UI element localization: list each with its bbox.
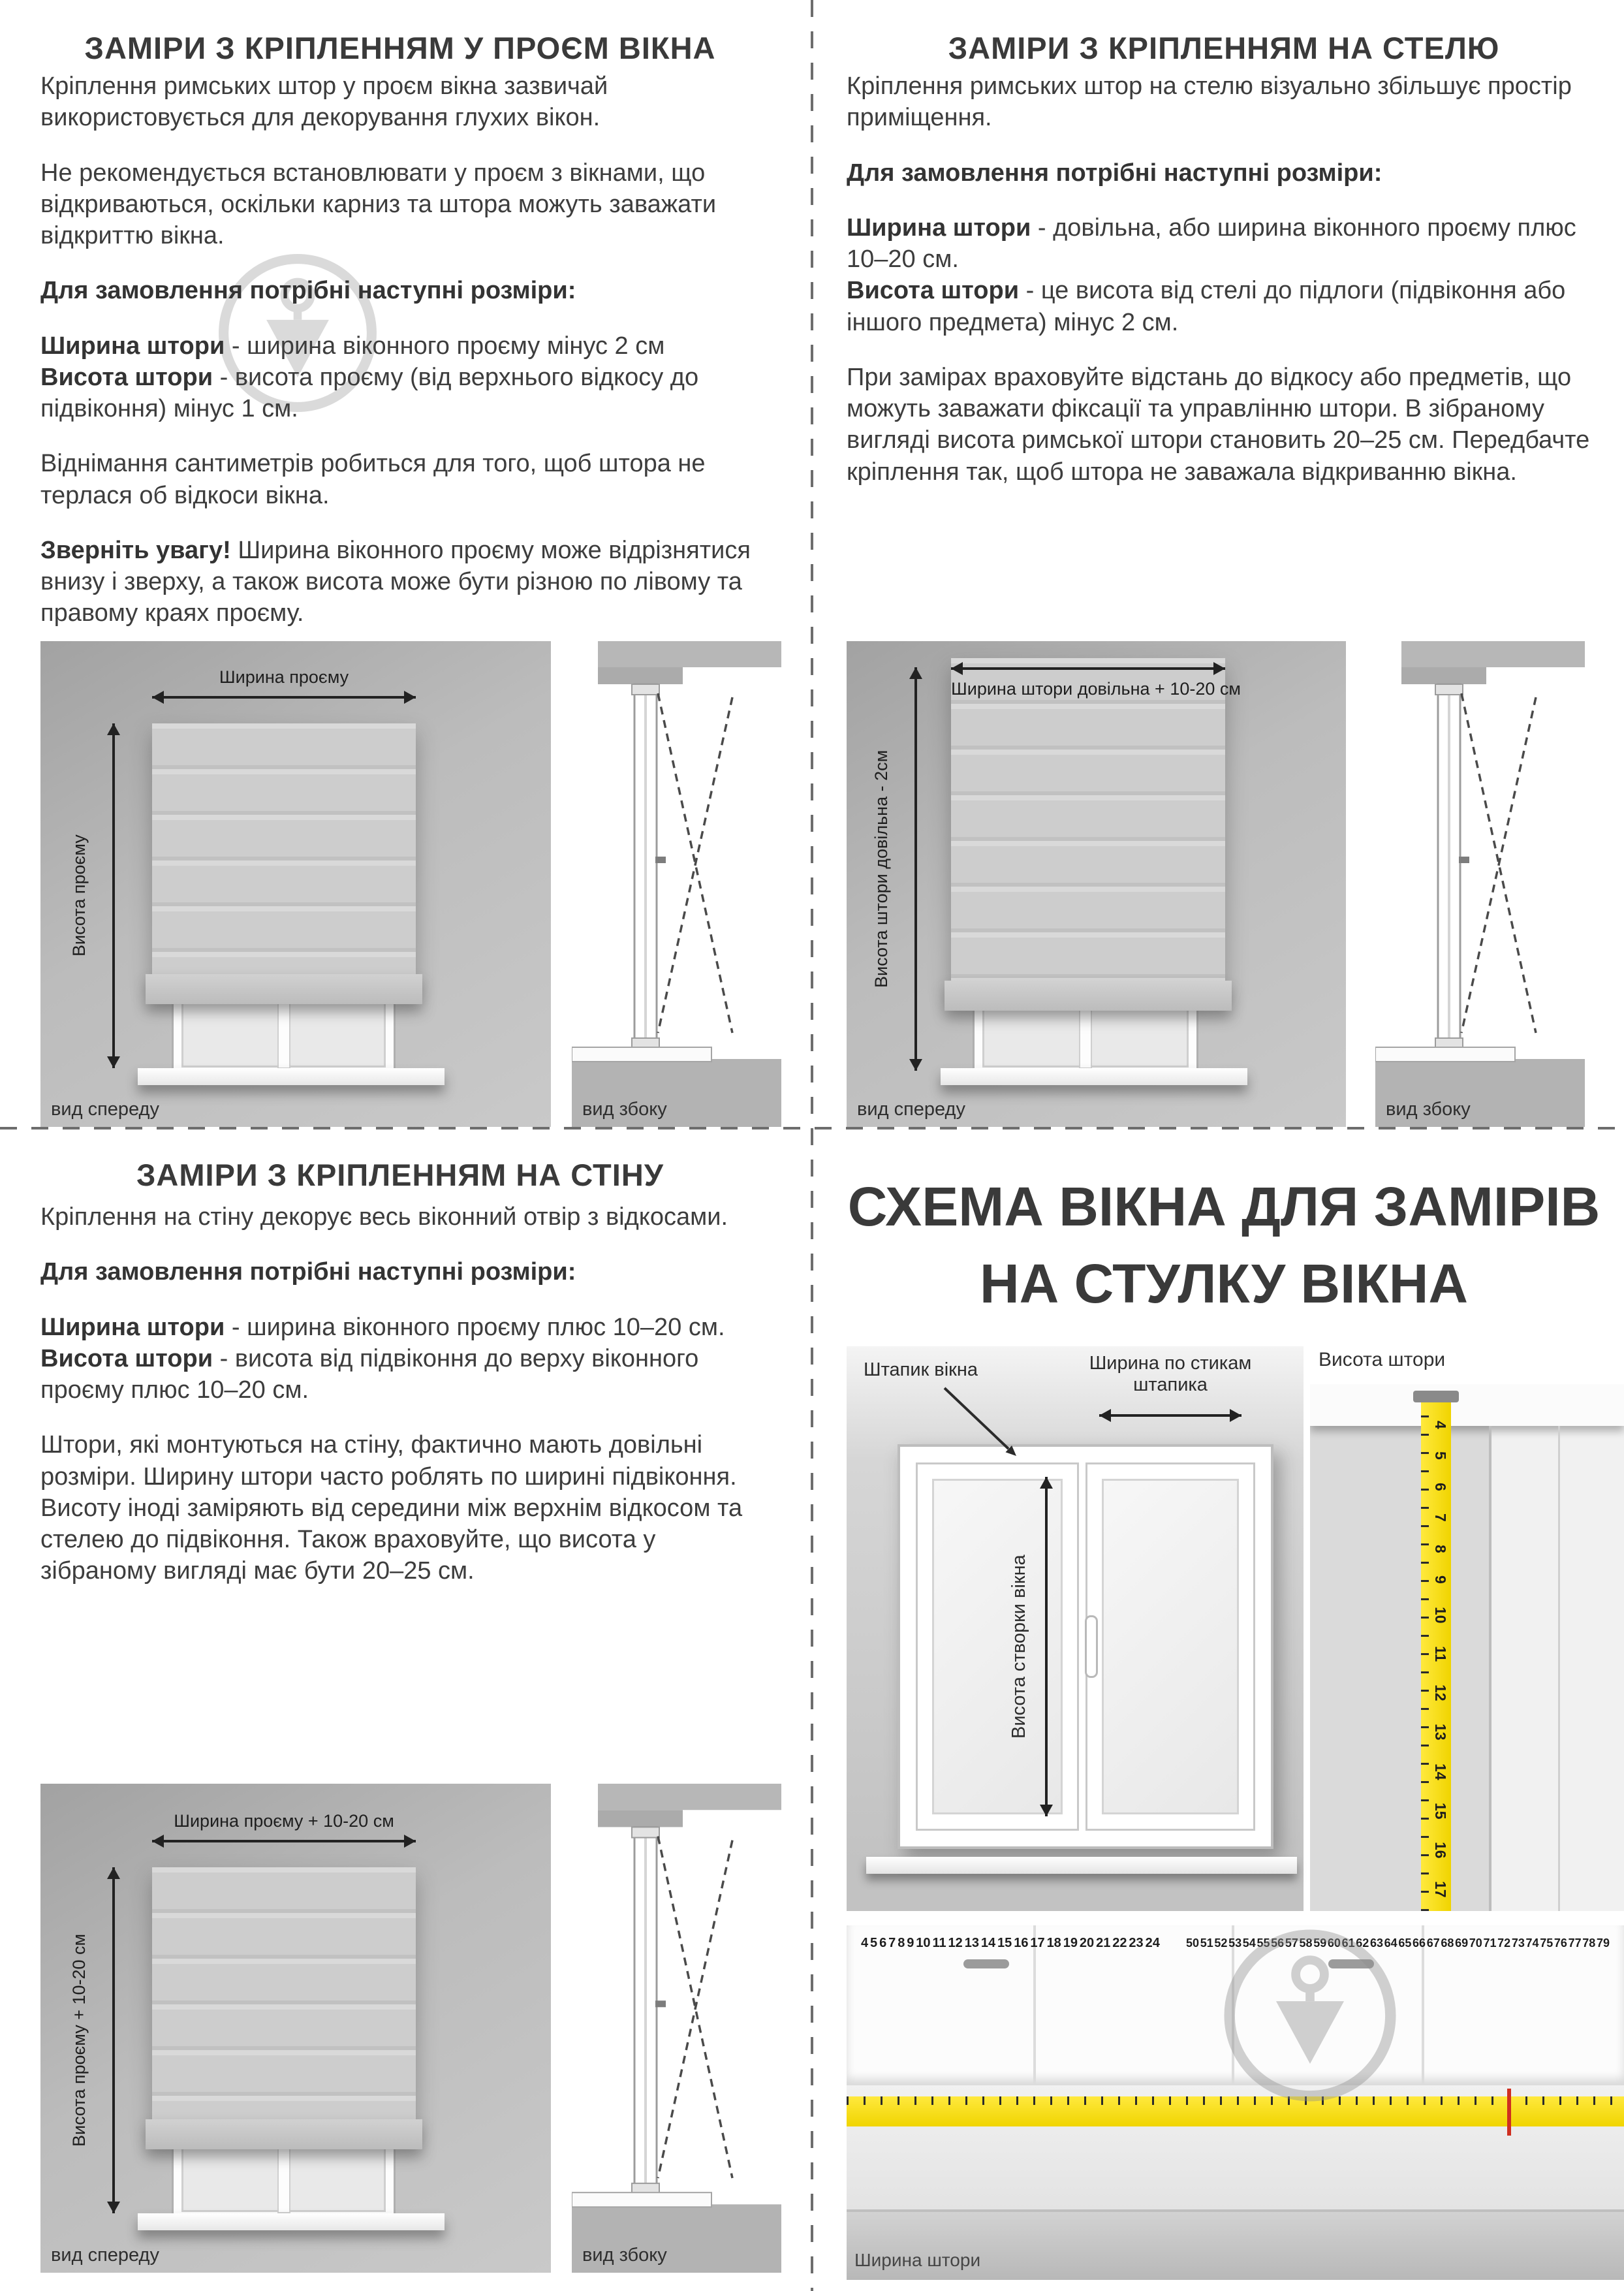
section-text-wall-mount <box>40 1201 762 1611</box>
paragraph: При замірах враховуйте відстань до відкосу або предметів, що можуть заважати фіксації та управлінню штори. В зібраному вигляді висота римської штори становить 20–25 см. Передбачте кріплення так, щоб штора не заважала відкриванню вікна. <box>847 363 1590 486</box>
roman-blind <box>152 1867 416 2130</box>
horizontal-cut-divider <box>0 1127 1624 1130</box>
side-view-caption: вид збоку <box>582 1099 667 1120</box>
tape-hook <box>1413 1391 1459 1402</box>
window-lintel <box>1310 1384 1624 1426</box>
height-arrow <box>914 667 917 1071</box>
width-arrow-label: Ширина штори довільна + 10-20 см <box>951 679 1241 699</box>
size-specs <box>40 330 762 425</box>
drain-slot <box>963 1959 1009 1968</box>
sash-swing-lines <box>658 693 732 1033</box>
width-arrow <box>951 667 1225 670</box>
front-view-caption: вид спереду <box>51 1099 159 1120</box>
paragraph: Кріплення римських штор у проєм вікна зазвичай використовується для декорування глухих вікон. <box>40 72 608 132</box>
side-view-diagram <box>572 1784 781 2273</box>
side-view-drawing <box>1375 641 1585 1127</box>
height-arrow <box>112 723 115 1068</box>
window-sill <box>941 1068 1247 1085</box>
curtain-width-label: Ширина штори <box>854 2250 981 2270</box>
height-spec: Висота штори - висота проєму (від верхнього відкосу до підвіконня) мінус 1 см. <box>40 363 699 422</box>
paragraph: Штори, які монтуються на стіну, фактично мають довільні розміри. Ширину штори часто роблять по ширині підвіконня. Висоту іноді заміряють від середини між верхнім відкосом та стелею до підвіконня. Також враховуйте, що висота у зібраному вигляді має бути 20–25 см. <box>40 1431 743 1585</box>
sill-profile <box>572 1047 711 1062</box>
plumb-bob-logo-icon <box>1221 1926 1399 2105</box>
section-title-wall-mount: ЗАМІРИ З КРІПЛЕННЯМ НА СТІНУ <box>136 1158 664 1192</box>
paragraph: Віднімання сантиметрів робиться для того, щоб штора не терлася об відкоси вікна. <box>40 450 706 509</box>
window-sill <box>866 1857 1297 1874</box>
width-spec: Ширина штори - ширина віконного проєму плюс 10–20 см. <box>40 1313 725 1341</box>
paragraph: Кріплення римських штор на стелю візуально збільшує простір приміщення. <box>847 72 1572 132</box>
sash-width-label: Ширина по стикам штапика <box>1089 1353 1252 1396</box>
section-text-ceiling-mount <box>847 71 1591 511</box>
front-view-diagram <box>40 641 551 1127</box>
height-arrow-label: Висота проєму <box>69 834 89 957</box>
width-spec: Ширина штори - довільна, або ширина віконного проєму плюс 10–20 см. <box>847 213 1576 273</box>
width-arrow <box>152 696 416 699</box>
sash-height-label: Висота створки вікна <box>1008 1555 1029 1739</box>
section-title-inset-mount: ЗАМІРИ З КРІПЛЕННЯМ У ПРОЄМ ВІКНА <box>84 31 716 65</box>
tape-numbers-left: 4 5 6 7 8 9 10 11 12 13 14 15 16 17 18 19 20 21 22 23 24 <box>861 1936 1160 1950</box>
sash-width-arrow <box>1099 1414 1241 1417</box>
note-paragraph: Зверніть увагу! Ширина віконного проєму може відрізнятися внизу і зверху, а також висота може бути різною по лівому та правому краях проєму. <box>40 536 751 627</box>
paragraph: Кріплення на стіну декорує весь віконний отвір з відкосами. <box>40 1203 728 1231</box>
right-sash <box>1085 1462 1255 1831</box>
window-handle <box>1085 1615 1098 1678</box>
sash-height-arrow <box>1045 1477 1048 1816</box>
frame-edge-line <box>1558 1426 1560 1911</box>
size-specs <box>40 1312 762 1406</box>
roman-blind <box>152 723 416 985</box>
front-view-diagram <box>847 641 1346 1127</box>
front-view-diagram <box>40 1784 551 2273</box>
tape-numbers: 4 5 6 7 8 9 10 11 12 13 14 15 16 17 <box>1432 1421 1449 1898</box>
width-arrow <box>152 1840 416 1842</box>
order-heading: Для замовлення потрібні наступні розміри: <box>40 277 576 305</box>
side-view-drawing <box>572 1784 781 2273</box>
height-spec: Висота штори - це висота від стелі до підлоги (підвіконня або іншого предмета) мінус 2 см. <box>847 277 1566 336</box>
left-sash-glass <box>932 1479 1063 1814</box>
roman-blind <box>951 658 1241 991</box>
right-sash-glass <box>1102 1479 1239 1814</box>
window-frame <box>898 1444 1273 1849</box>
left-sash <box>916 1462 1079 1831</box>
order-heading: Для замовлення потрібні наступні розміри: <box>40 1258 576 1286</box>
window-sill <box>138 1068 445 1085</box>
tape-numbers-right: 50 51 52 53 54 55 56 57 58 59 60 61 62 63 64 65 66 67 68 69 70 71 72 73 74 75 76 77 78 79 <box>1186 1936 1610 1950</box>
height-arrow-label: Висота штори довільна - 2см <box>871 750 891 988</box>
vertical-cut-divider <box>811 0 813 2291</box>
red-measure-mark <box>1507 2089 1511 2136</box>
order-heading: Для замовлення потрібні наступні розміри: <box>847 159 1382 187</box>
handle-mark <box>655 857 666 863</box>
height-arrow-label: Висота проєму + 10-20 см <box>69 1933 89 2147</box>
section-text-inset-mount <box>40 71 762 653</box>
side-view-caption: вид збоку <box>582 2245 667 2266</box>
width-arrow-label: Ширина проєму + 10-20 см <box>174 1811 394 1831</box>
side-view-caption: вид збоку <box>1386 1099 1471 1120</box>
window-scheme <box>847 1346 1304 1911</box>
paragraph: Не рекомендується встановлювати у проєм з вікнами, що відкриваються, оскільки карниз та штора можуть заважати відкриттю вікна. <box>40 159 717 249</box>
front-view-caption: вид спереду <box>857 1099 965 1120</box>
width-arrow-label: Ширина проєму <box>219 667 349 687</box>
frame-edge-line <box>1489 1426 1491 1911</box>
height-spec: Висота штори - висота від підвіконня до верху віконного проєму плюс 10–20 см. <box>40 1344 699 1404</box>
width-spec: Ширина штори - ширина віконного проєму мінус 2 см <box>40 332 665 360</box>
height-arrow <box>112 1867 115 2213</box>
side-view-diagram <box>572 641 781 1127</box>
scheme-title-line1: СХЕМА ВІКНА ДЛЯ ЗАМІРІВ <box>847 1176 1601 1237</box>
scheme-title-line2: НА СТУЛКУ ВІКНА <box>979 1253 1469 1314</box>
watermark-logo <box>1221 1926 1399 2105</box>
curtain-height-label: Висота штори <box>1319 1349 1446 1370</box>
side-view-drawing <box>572 641 781 1127</box>
curtain-height-photo <box>1310 1384 1624 1911</box>
window-sill <box>138 2213 445 2230</box>
section-title-ceiling-mount: ЗАМІРИ З КРІПЛЕННЯМ НА СТЕЛЮ <box>948 31 1500 65</box>
front-view-caption: вид спереду <box>51 2245 159 2266</box>
bead-label: Штапик вікна <box>864 1359 978 1380</box>
side-view-diagram <box>1375 641 1585 1127</box>
bead-arrow-icon <box>938 1383 1029 1468</box>
size-specs <box>847 212 1591 338</box>
